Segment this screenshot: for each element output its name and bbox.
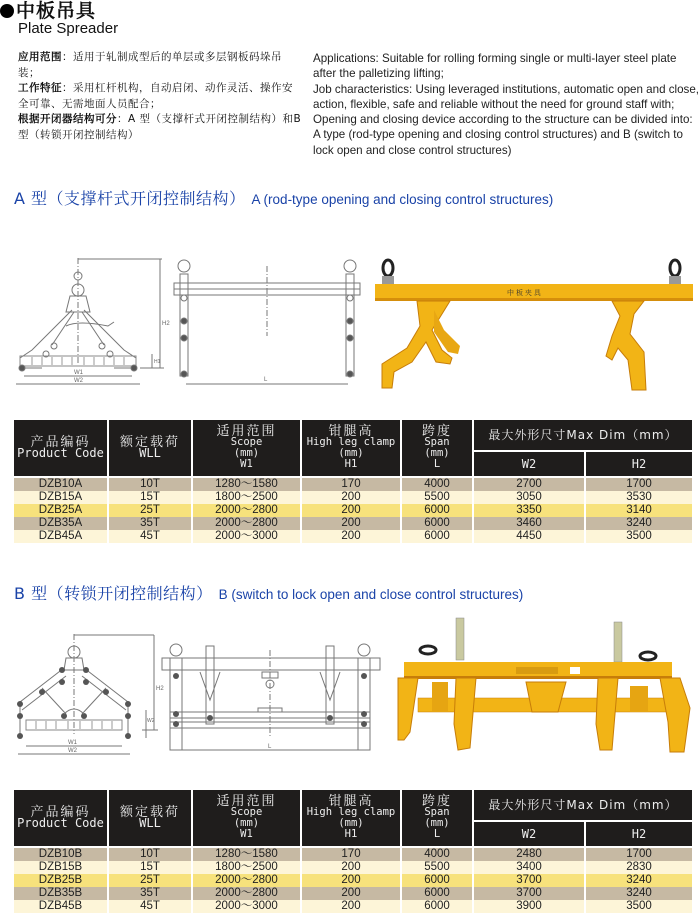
cell-h2: 1700 bbox=[586, 848, 692, 861]
cell-scope: 1280～1580 bbox=[193, 848, 300, 861]
cell-span: 4000 bbox=[402, 478, 472, 491]
cell-h2: 3240 bbox=[586, 517, 692, 530]
cell-span: 6000 bbox=[402, 887, 472, 900]
desc-zh-types bbox=[18, 112, 303, 143]
cell-h2: 3530 bbox=[586, 491, 692, 504]
title-zh: 中板吊具 bbox=[16, 0, 97, 22]
desc-label: 工作特征 bbox=[18, 82, 62, 94]
cell-product-code: DZB15A bbox=[14, 491, 107, 504]
type-b-photo bbox=[398, 612, 698, 782]
table-row bbox=[14, 478, 692, 491]
cell-clamp-height: 200 bbox=[302, 861, 400, 874]
cell-clamp-height: 170 bbox=[302, 478, 400, 491]
w1-label-b: W1 bbox=[68, 740, 77, 746]
cell-product-code: DZB25B bbox=[14, 874, 107, 887]
header-clamp-en: High leg clamp bbox=[306, 436, 396, 448]
header-wll-en: WLL bbox=[139, 816, 161, 830]
cell-span: 4000 bbox=[402, 848, 472, 861]
header-scope-sym: W1 bbox=[240, 828, 253, 840]
header-scope-unit: (mm) bbox=[233, 447, 260, 459]
col-w2: W2 bbox=[474, 452, 584, 478]
cell-scope: 2000～2800 bbox=[193, 874, 300, 887]
cell-scope: 1800～2500 bbox=[193, 491, 300, 504]
cell-product-code: DZB10B bbox=[14, 848, 107, 861]
header-span-unit: (mm) bbox=[424, 447, 450, 459]
type-a-side-drawing bbox=[172, 256, 368, 386]
header-code-en: Product Code bbox=[17, 446, 104, 460]
cell-h2: 3500 bbox=[586, 900, 692, 913]
cell-span: 5500 bbox=[402, 861, 472, 874]
col-h2: H2 bbox=[586, 452, 692, 478]
cell-scope: 2000～3000 bbox=[193, 900, 300, 913]
header-scope-sym: W1 bbox=[240, 458, 253, 470]
beam-label: 中 板 夹 具 bbox=[507, 290, 541, 297]
type-b-side-drawing bbox=[160, 640, 382, 760]
cell-wll: 15T bbox=[109, 861, 191, 874]
cell-wll: 10T bbox=[109, 478, 191, 491]
cell-wll: 25T bbox=[109, 504, 191, 517]
cell-scope: 2000～2800 bbox=[193, 517, 300, 530]
header-scope-en: Scope bbox=[230, 436, 263, 448]
w2-side-label-b: W2 bbox=[147, 718, 155, 724]
page-subtitle: Plate Spreader bbox=[18, 20, 119, 37]
table-row bbox=[14, 517, 692, 530]
header-code-zh: 产品编码 bbox=[30, 805, 91, 820]
col-clamp bbox=[302, 790, 400, 848]
cell-wll: 10T bbox=[109, 848, 191, 861]
cell-span: 6000 bbox=[402, 900, 472, 913]
col-span bbox=[402, 790, 472, 848]
header-span-sym: L bbox=[433, 828, 441, 840]
desc-label: 根据开闭器结构可分 bbox=[18, 113, 117, 125]
cell-clamp-height: 200 bbox=[302, 874, 400, 887]
cell-h2: 3140 bbox=[586, 504, 692, 517]
cell-product-code: DZB35B bbox=[14, 887, 107, 900]
l-label: L bbox=[264, 377, 268, 383]
type-a-front-drawing bbox=[12, 250, 172, 390]
table-b-body bbox=[14, 848, 692, 913]
col-product-code bbox=[14, 790, 107, 848]
table-row bbox=[14, 848, 692, 861]
col-span bbox=[402, 420, 472, 478]
l-label-b: L bbox=[268, 744, 272, 750]
header-span-sym: L bbox=[433, 458, 441, 470]
cell-wll: 35T bbox=[109, 517, 191, 530]
cell-wll: 45T bbox=[109, 900, 191, 913]
table-row bbox=[14, 900, 692, 913]
header-wll-zh: 额定载荷 bbox=[119, 805, 180, 820]
col-max-dim: 最大外形尺寸Max Dim（mm） bbox=[474, 420, 692, 452]
header-scope-en: Scope bbox=[230, 806, 263, 818]
desc-zh-characteristics bbox=[18, 81, 303, 112]
desc-zh-applications bbox=[18, 50, 303, 81]
header-span-en: Span bbox=[424, 436, 450, 448]
cell-w2: 3400 bbox=[474, 861, 584, 874]
w2-label-b: W2 bbox=[68, 748, 77, 754]
cell-clamp-height: 200 bbox=[302, 530, 400, 543]
header-code-en: Product Code bbox=[17, 816, 104, 830]
header-span-en: Span bbox=[424, 806, 450, 818]
w1-label: W1 bbox=[74, 370, 83, 376]
cell-wll: 15T bbox=[109, 491, 191, 504]
cell-span: 6000 bbox=[402, 874, 472, 887]
cell-wll: 45T bbox=[109, 530, 191, 543]
desc-en-types: Opening and closing device according to the structure can be divided into: A type (rod-type opening and closing control structures) and B (switch to lock open and close control structures) bbox=[313, 113, 693, 157]
section-a-title-en: A (rod-type opening and closing control structures) bbox=[251, 192, 554, 207]
cell-clamp-height: 170 bbox=[302, 848, 400, 861]
col-h2: H2 bbox=[586, 822, 692, 848]
cell-clamp-height: 200 bbox=[302, 517, 400, 530]
cell-span: 6000 bbox=[402, 530, 472, 543]
w2-label: W2 bbox=[74, 378, 83, 384]
cell-w2: 4450 bbox=[474, 530, 584, 543]
section-b-title-zh: B 型（转锁开闭控制结构） bbox=[14, 584, 213, 603]
section-b-title-en: B (switch to lock open and close control structures) bbox=[218, 587, 524, 602]
cell-scope: 1280～1580 bbox=[193, 478, 300, 491]
header-scope-zh: 适用范围 bbox=[216, 424, 277, 439]
cell-h2: 3240 bbox=[586, 874, 692, 887]
table-row bbox=[14, 887, 692, 900]
cell-w2: 3460 bbox=[474, 517, 584, 530]
desc-en-applications: Applications: Suitable for rolling forming single or multi-layer steel plate after the palletizing lifting; bbox=[313, 52, 677, 81]
cell-product-code: DZB35A bbox=[14, 517, 107, 530]
cell-w2: 3700 bbox=[474, 874, 584, 887]
table-row bbox=[14, 530, 692, 543]
cell-w2: 3700 bbox=[474, 887, 584, 900]
desc-text: ：A 型（支撑杆式开闭控制结构）和B 型（转锁开闭控制结构） bbox=[18, 113, 302, 141]
section-a-title-zh: A 型（支撑杆式开闭控制结构） bbox=[14, 189, 246, 208]
cell-product-code: DZB15B bbox=[14, 861, 107, 874]
header-clamp-en: High leg clamp bbox=[306, 806, 396, 818]
cell-h2: 3500 bbox=[586, 530, 692, 543]
header-span-zh: 跨度 bbox=[421, 794, 452, 809]
page-title bbox=[0, 0, 96, 22]
cell-scope: 2000～3000 bbox=[193, 530, 300, 543]
col-scope bbox=[193, 790, 300, 848]
spec-table-b bbox=[12, 790, 694, 913]
cell-w2: 2700 bbox=[474, 478, 584, 491]
header-span-zh: 跨度 bbox=[421, 424, 452, 439]
h2-label-b: H2 bbox=[156, 686, 164, 692]
cell-product-code: DZB25A bbox=[14, 504, 107, 517]
cell-scope: 2000～2800 bbox=[193, 504, 300, 517]
cell-span: 6000 bbox=[402, 504, 472, 517]
cell-w2: 3900 bbox=[474, 900, 584, 913]
cell-span: 5500 bbox=[402, 491, 472, 504]
cell-h2: 1700 bbox=[586, 478, 692, 491]
table-row bbox=[14, 504, 692, 517]
cell-scope: 1800～2500 bbox=[193, 861, 300, 874]
h2-label: H2 bbox=[162, 321, 170, 327]
header-clamp-unit: (mm) bbox=[338, 817, 364, 829]
header-clamp-zh: 钳腿高 bbox=[328, 794, 374, 809]
header-clamp-sym: H1 bbox=[344, 458, 358, 470]
table-row bbox=[14, 861, 692, 874]
cell-w2: 3350 bbox=[474, 504, 584, 517]
desc-text: ：适用于轧制成型后的单层或多层钢板码垛吊装； bbox=[18, 51, 282, 79]
table-row bbox=[14, 874, 692, 887]
spec-table-a bbox=[12, 420, 694, 543]
col-max-dim: 最大外形尺寸Max Dim（mm） bbox=[474, 790, 692, 822]
col-wll bbox=[109, 790, 191, 848]
cell-clamp-height: 200 bbox=[302, 887, 400, 900]
cell-w2: 2480 bbox=[474, 848, 584, 861]
description-en bbox=[313, 51, 700, 158]
cell-span: 6000 bbox=[402, 517, 472, 530]
cell-wll: 35T bbox=[109, 887, 191, 900]
type-b-front-drawing bbox=[12, 630, 164, 770]
col-w2: W2 bbox=[474, 822, 584, 848]
cell-w2: 3050 bbox=[474, 491, 584, 504]
cell-clamp-height: 200 bbox=[302, 491, 400, 504]
cell-scope: 2000～2800 bbox=[193, 887, 300, 900]
desc-text: ：采用杠杆机构，自动启闭、动作灵活、操作安全可靠、无需地面人员配合； bbox=[18, 82, 293, 110]
table-a-body bbox=[14, 478, 692, 543]
bullet-icon bbox=[0, 4, 14, 18]
col-product-code bbox=[14, 420, 107, 478]
type-a-photo bbox=[372, 250, 698, 402]
header-code-zh: 产品编码 bbox=[30, 435, 91, 450]
cell-h2: 3240 bbox=[586, 887, 692, 900]
cell-clamp-height: 200 bbox=[302, 504, 400, 517]
description-zh bbox=[18, 50, 303, 143]
table-row bbox=[14, 491, 692, 504]
header-scope-zh: 适用范围 bbox=[216, 794, 277, 809]
cell-product-code: DZB10A bbox=[14, 478, 107, 491]
cell-h2: 2830 bbox=[586, 861, 692, 874]
header-wll-en: WLL bbox=[139, 446, 161, 460]
header-clamp-unit: (mm) bbox=[338, 447, 364, 459]
header-scope-unit: (mm) bbox=[233, 817, 260, 829]
cell-product-code: DZB45B bbox=[14, 900, 107, 913]
header-clamp-zh: 钳腿高 bbox=[328, 424, 374, 439]
header-clamp-sym: H1 bbox=[344, 828, 358, 840]
col-scope bbox=[193, 420, 300, 478]
section-a-heading bbox=[14, 186, 553, 209]
desc-label: 应用范围 bbox=[18, 51, 62, 63]
header-wll-zh: 额定载荷 bbox=[119, 435, 180, 450]
desc-en-characteristics: Job characteristics: Using leveraged institutions, automatic open and close, action, flexible, safe and reliable without the need for ground staff with; bbox=[313, 82, 700, 111]
col-clamp bbox=[302, 420, 400, 478]
cell-product-code: DZB45A bbox=[14, 530, 107, 543]
header-span-unit: (mm) bbox=[424, 817, 450, 829]
col-wll bbox=[109, 420, 191, 478]
h1-label: H1 bbox=[154, 359, 161, 365]
section-b-heading bbox=[14, 581, 523, 604]
cell-clamp-height: 200 bbox=[302, 900, 400, 913]
cell-wll: 25T bbox=[109, 874, 191, 887]
